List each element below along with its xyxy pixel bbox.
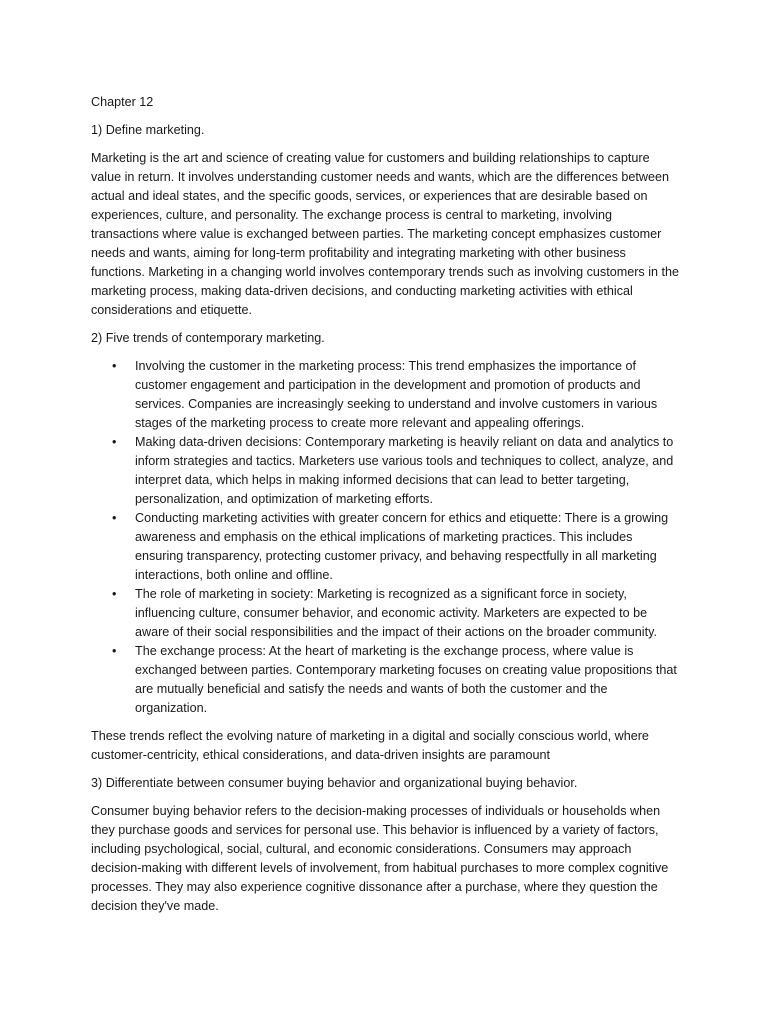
list-item <box>91 433 682 509</box>
trends-summary: These trends reflect the evolving nature of marketing in a digital and socially conscious world, where customer-centricity, ethical considerations, and data-driven insights are paramount <box>91 729 649 762</box>
list-item <box>91 357 682 433</box>
list-item-text: Involving the customer in the marketing process: This trend emphasizes the importance of customer engagement and participation in the development and promotion of products and services. Companies are increasingly seeking to understand and involve customers in various stages of the marketing process to create more relevant and appealing offerings. <box>135 359 658 430</box>
list-item <box>91 585 682 642</box>
list-item <box>91 642 682 718</box>
bullet-icon: • <box>112 511 117 525</box>
bullet-icon: • <box>112 435 117 449</box>
bullet-icon: • <box>112 644 117 658</box>
question-3: 3) Differentiate between consumer buying behavior and organizational buying behavior. <box>91 776 578 790</box>
chapter-title: Chapter 12 <box>91 95 154 109</box>
list-item-text: The role of marketing in society: Marketing is recognized as a significant force in society, influencing culture, consumer behavior, and economic activity. Marketers are expected to be aware of their social responsibilities and the impact of their actions on the broader community. <box>135 587 657 639</box>
trends-list <box>91 357 682 718</box>
question-2: 2) Five trends of contemporary marketing. <box>91 331 325 345</box>
list-item-text: The exchange process: At the heart of marketing is the exchange process, where value is exchanged between parties. Contemporary marketing focuses on creating value propositions that are mutually beneficial and satisfy the needs and wants of both the customer and the organization. <box>135 644 677 715</box>
question-1: 1) Define marketing. <box>91 123 205 137</box>
list-item-text: Making data-driven decisions: Contemporary marketing is heavily reliant on data and analytics to inform strategies and tactics. Marketers use various tools and techniques to collect, analyze, and interpret data, which helps in making informed decisions that can lead to better targeting, personalization, and optimization of marketing efforts. <box>135 435 674 506</box>
bullet-icon: • <box>112 587 117 601</box>
bullet-icon: • <box>112 359 117 373</box>
list-item-text: Conducting marketing activities with greater concern for ethics and etiquette: There is a growing awareness and emphasis on the ethical implications of marketing practices. This includes ensuring transparency, protecting customer privacy, and behaving respectfully in all marketing interactions, both online and offline. <box>135 511 669 582</box>
answer-1: Marketing is the art and science of creating value for customers and building relationships to capture value in return. It involves understanding customer needs and wants, which are the differences between actual and ideal states, and the specific goods, services, or experiences that are desirable based on experiences, culture, and personality. The exchange process is central to marketing, involving transactions where value is exchanged between parties. The marketing concept emphasizes customer needs and wants, aiming for long-term profitability and integrating marketing with other business functions. Marketing in a changing world involves contemporary trends such as involving customers in the marketing process, making data-driven decisions, and conducting marketing activities with ethical considerations and etiquette. <box>91 151 680 317</box>
answer-3: Consumer buying behavior refers to the decision-making processes of individuals or households when they purchase goods and services for personal use. This behavior is influenced by a variety of factors, including psychological, social, cultural, and economic considerations. Consumers may approach decision-making with different levels of involvement, from habitual purchases to more complex cognitive processes. They may also experience cognitive dissonance after a purchase, where they question the decision they've made. <box>91 804 669 913</box>
list-item <box>91 509 682 585</box>
